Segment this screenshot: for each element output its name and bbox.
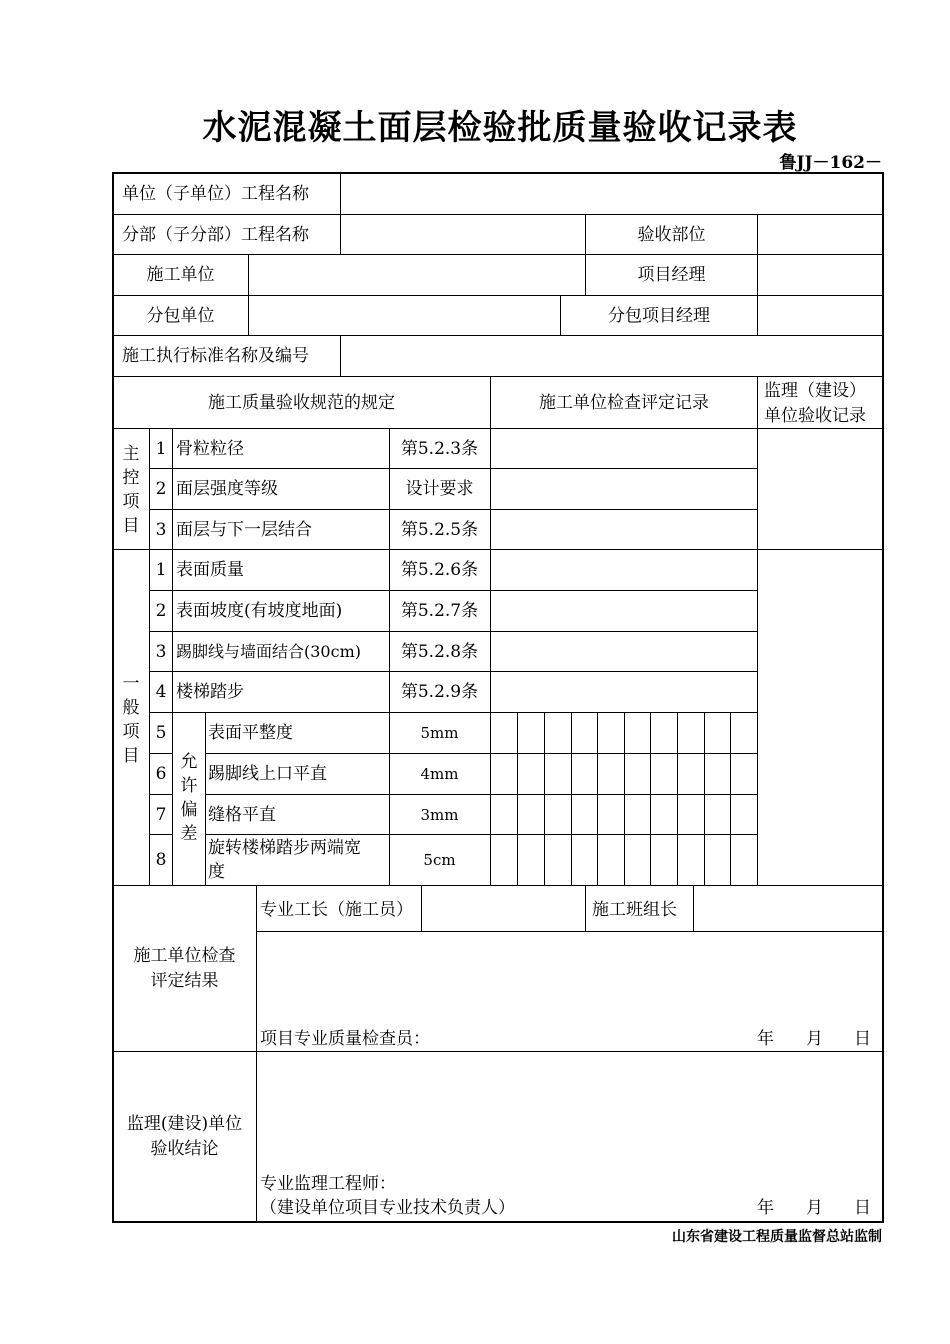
year-label: 年 bbox=[757, 1029, 774, 1049]
construction-result-label: 施工单位检查 bbox=[133, 946, 236, 966]
table-grid-line bbox=[149, 631, 757, 632]
supervision-header-line1: 监理（建设） bbox=[764, 381, 866, 401]
table-grid-line bbox=[585, 885, 586, 932]
table-grid-line bbox=[149, 712, 757, 713]
general-item-no: 1 bbox=[155, 560, 167, 580]
construction-record-header: 施工单位检查评定记录 bbox=[539, 393, 709, 413]
engineer-label: 专业监理工程师： bbox=[260, 1174, 396, 1194]
deviation-item-no: 8 bbox=[155, 850, 167, 870]
table-grid-line bbox=[340, 335, 341, 377]
deviation-item-name: 缝格平直 bbox=[208, 805, 276, 825]
form-code: 鲁JJ－162－ bbox=[779, 153, 882, 173]
main-item-no: 2 bbox=[155, 479, 167, 499]
supervision-header-line2: 单位验收记录 bbox=[764, 406, 866, 426]
general-item-name: 踢脚线与墙面结合(30cm) bbox=[176, 642, 361, 661]
table-grid-line bbox=[340, 173, 341, 215]
inspection-part-label: 验收部位 bbox=[637, 225, 706, 245]
table-grid-line bbox=[517, 712, 518, 886]
table-grid-line bbox=[113, 254, 883, 255]
general-item-no: 3 bbox=[155, 642, 167, 662]
table-grid-line bbox=[693, 885, 694, 932]
table-grid-line bbox=[256, 931, 883, 932]
general-item-name: 表面质量 bbox=[176, 560, 244, 580]
owner-label: （建设单位项目专业技术负责人） bbox=[260, 1198, 515, 1218]
deviation-item-name: 旋转楼梯踏步两端宽 bbox=[208, 838, 361, 858]
table-grid-line bbox=[205, 712, 206, 886]
deviation-item-value: 5mm bbox=[420, 724, 459, 742]
construction-result-label-cont: 评定结果 bbox=[150, 971, 219, 991]
table-grid-line bbox=[113, 1051, 883, 1052]
table-grid-line bbox=[149, 671, 757, 672]
table-grid-line bbox=[677, 712, 678, 886]
table-grid-line bbox=[113, 885, 883, 886]
table-grid-line bbox=[149, 468, 757, 469]
table-grid-line bbox=[205, 794, 757, 795]
main-item-no: 3 bbox=[155, 520, 167, 540]
table-grid-line bbox=[248, 254, 249, 336]
main-item-clause: 设计要求 bbox=[405, 479, 474, 499]
table-grid-line bbox=[113, 549, 883, 550]
general-item-name: 表面坡度(有坡度地面) bbox=[176, 601, 343, 621]
subcontract-unit-label: 分包单位 bbox=[146, 306, 215, 326]
supervision-result-label-cont: 验收结论 bbox=[150, 1139, 219, 1159]
construction-unit-label: 施工单位 bbox=[146, 265, 215, 285]
table-grid-line bbox=[544, 712, 545, 886]
deviation-item-no: 6 bbox=[155, 764, 167, 784]
general-item-clause: 第5.2.6条 bbox=[400, 560, 479, 580]
main-control-group-label: 主 控 项 目 bbox=[122, 444, 140, 536]
page-title: 水泥混凝土面层检验批质量验收记录表 bbox=[202, 108, 798, 148]
table-grid-line bbox=[149, 590, 757, 591]
main-item-name: 面层与下一层结合 bbox=[176, 520, 312, 540]
month-label: 月 bbox=[806, 1198, 823, 1218]
general-item-no: 2 bbox=[155, 601, 167, 621]
deviation-item-value: 3mm bbox=[420, 806, 459, 824]
month-label: 月 bbox=[806, 1029, 823, 1049]
deviation-item-value: 4mm bbox=[420, 765, 459, 783]
deviation-item-name: 踢脚线上口平直 bbox=[208, 764, 327, 784]
table-grid-line bbox=[113, 214, 883, 215]
table-grid-line bbox=[149, 509, 757, 510]
table-grid-line bbox=[149, 753, 173, 754]
general-item-name: 楼梯踏步 bbox=[176, 682, 244, 702]
year-label: 年 bbox=[757, 1198, 774, 1218]
table-grid-line bbox=[597, 712, 598, 886]
table-grid-line bbox=[113, 295, 883, 296]
deviation-item-name: 表面平整度 bbox=[208, 723, 293, 743]
general-group-label: 一 般 项 目 bbox=[122, 674, 140, 766]
supervision-result-label: 监理(建设)单位 bbox=[126, 1114, 243, 1134]
main-item-no: 1 bbox=[155, 439, 167, 459]
spec-column-header: 施工质量验收规范的规定 bbox=[208, 393, 395, 413]
table-grid-line bbox=[205, 834, 757, 835]
general-item-clause: 第5.2.8条 bbox=[400, 642, 479, 662]
deviation-item-name-cont: 度 bbox=[208, 862, 225, 882]
subcontract-manager-label: 分包项目经理 bbox=[608, 306, 710, 326]
foreman-label: 专业工长（施工员） bbox=[260, 900, 413, 920]
day-label: 日 bbox=[854, 1029, 871, 1049]
day-label: 日 bbox=[854, 1198, 871, 1218]
table-grid-line bbox=[757, 376, 758, 886]
general-item-clause: 第5.2.9条 bbox=[400, 682, 479, 702]
table-grid-line bbox=[113, 376, 883, 377]
table-grid-line bbox=[340, 214, 341, 255]
standard-label: 施工执行标准名称及编号 bbox=[122, 346, 309, 366]
table-grid-line bbox=[490, 376, 491, 886]
table-grid-line bbox=[571, 712, 572, 886]
table-grid-line bbox=[113, 335, 883, 336]
main-item-name: 面层强度等级 bbox=[176, 479, 278, 499]
division-project-label: 分部（子分部）工程名称 bbox=[122, 225, 309, 245]
table-grid-line bbox=[624, 712, 625, 886]
main-item-name: 骨粒粒径 bbox=[176, 439, 244, 459]
team-leader-label: 施工班组长 bbox=[592, 900, 677, 920]
table-grid-line bbox=[704, 712, 705, 886]
table-grid-line bbox=[650, 712, 651, 886]
table-grid-line bbox=[256, 885, 257, 1222]
table-grid-line bbox=[757, 214, 758, 336]
project-manager-label: 项目经理 bbox=[637, 265, 706, 285]
main-item-clause: 第5.2.3条 bbox=[400, 439, 479, 459]
deviation-item-no: 5 bbox=[155, 723, 167, 743]
main-item-clause: 第5.2.5条 bbox=[400, 520, 479, 540]
deviation-item-no: 7 bbox=[155, 805, 167, 825]
table-grid-line bbox=[730, 712, 731, 886]
table-grid-line bbox=[205, 753, 757, 754]
general-item-clause: 第5.2.7条 bbox=[400, 601, 479, 621]
table-grid-line bbox=[149, 834, 173, 835]
table-grid-line bbox=[421, 885, 422, 932]
inspector-label: 项目专业质量检查员： bbox=[260, 1029, 430, 1049]
footer-issuer: 山东省建设工程质量监督总站监制 bbox=[672, 1229, 882, 1245]
table-grid-line bbox=[113, 428, 883, 429]
general-item-no: 4 bbox=[155, 682, 167, 702]
deviation-item-value: 5cm bbox=[423, 851, 456, 869]
table-grid-line bbox=[149, 794, 173, 795]
unit-project-label: 单位（子单位）工程名称 bbox=[122, 184, 309, 204]
deviation-group-label: 允 许 偏 差 bbox=[180, 752, 198, 844]
